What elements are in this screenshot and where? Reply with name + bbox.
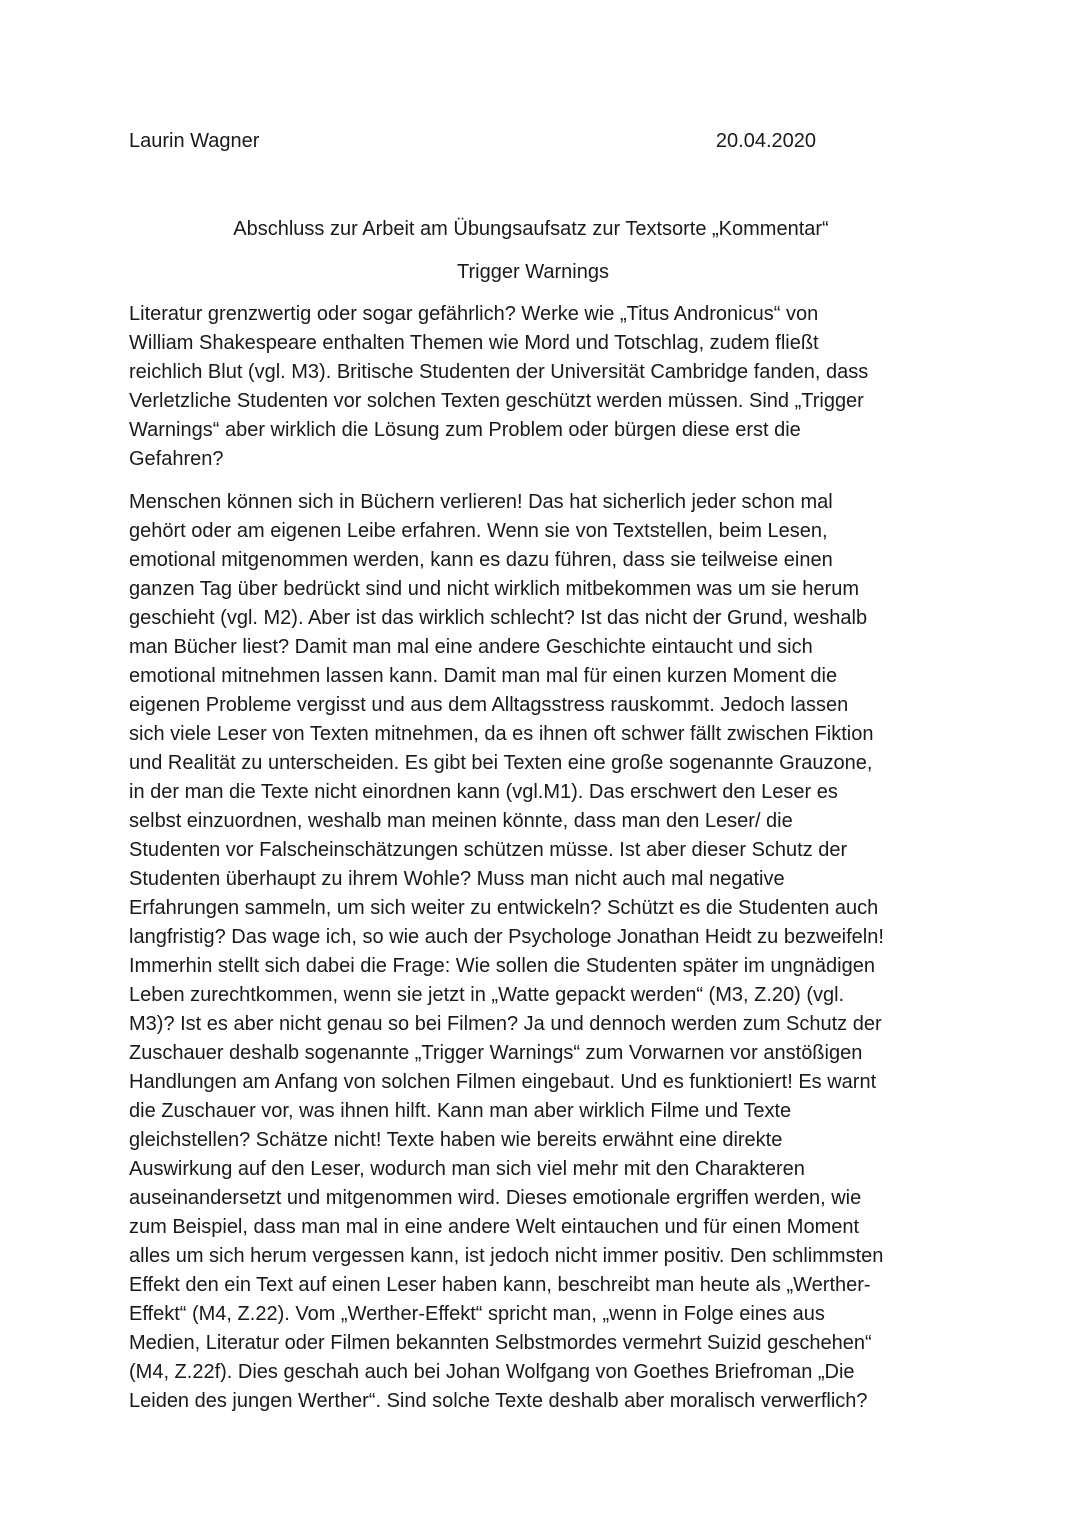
text-line: zum Beispiel, dass man mal in eine andere Welt eintauchen und für einen Moment: [129, 1216, 860, 1238]
paragraph: [129, 300, 959, 474]
text-line: gleichstellen? Schätze nicht! Texte haben wie bereits erwähnt eine direkte: [129, 1129, 783, 1151]
text-line: ganzen Tag über bedrückt sind und nicht wirklich mitbekommen was um sie herum: [129, 578, 859, 600]
text-line: sich viele Leser von Texten mitnehmen, da es ihnen oft schwer fällt zwischen Fiktion: [129, 723, 874, 745]
document-body: [129, 300, 959, 1430]
text-line: emotional mitnehmen lassen kann. Damit man mal für einen kurzen Moment die: [129, 665, 838, 687]
text-line: Leiden des jungen Werther“. Sind solche Texte deshalb aber moralisch verwerflich?: [129, 1390, 868, 1412]
document-date: 20.04.2020: [715, 130, 816, 152]
document-title-row: [0, 216, 1080, 242]
text-line: Erfahrungen sammeln, um sich weiter zu entwickeln? Schützt es die Studenten auch: [129, 897, 879, 919]
text-line: Studenten vor Falscheinschätzungen schützen müsse. Ist aber dieser Schutz der: [129, 839, 848, 861]
text-line: Handlungen am Anfang von solchen Filmen eingebaut. Und es funktioniert! Es warnt: [129, 1071, 877, 1093]
text-line: Warnings“ aber wirklich die Lösung zum Problem oder bürgen diese erst die: [129, 419, 801, 441]
text-line: emotional mitgenommen werden, kann es dazu führen, dass sie teilweise einen: [129, 549, 833, 571]
document-subtitle-row: [0, 259, 1080, 285]
text-line: in der man die Texte nicht einordnen kann (vgl.M1). Das erschwert den Leser es: [129, 781, 838, 803]
text-line: reichlich Blut (vgl. M3). Britische Studenten der Universität Cambridge fanden, dass: [129, 361, 869, 383]
text-line: Zuschauer deshalb sogenannte „Trigger Warnings“ zum Vorwarnen vor anstößigen: [129, 1042, 863, 1064]
text-line: William Shakespeare enthalten Themen wie Mord und Totschlag, zudem fließt: [129, 332, 819, 354]
text-line: Verletzliche Studenten vor solchen Texten geschützt werden müssen. Sind „Trigger: [129, 390, 864, 412]
text-line: Menschen können sich in Büchern verlieren! Das hat sicherlich jeder schon mal: [129, 491, 833, 513]
text-line: Leben zurechtkommen, wenn sie jetzt in „Watte gepackt werden“ (M3, Z.20) (vgl.: [129, 984, 845, 1006]
document-header: [129, 128, 816, 154]
author-name: Laurin Wagner: [129, 130, 260, 152]
text-line: Immerhin stellt sich dabei die Frage: Wie sollen die Studenten später im ungnädigen: [129, 955, 875, 977]
text-line: und Realität zu unterscheiden. Es gibt bei Texten eine große sogenannte Grauzone,: [129, 752, 873, 774]
text-line: eigenen Probleme vergisst und aus dem Alltagsstress rauskommt. Jedoch lassen: [129, 694, 849, 716]
document-subtitle: Trigger Warnings: [457, 261, 609, 283]
text-line: M3)? Ist es aber nicht genau so bei Filmen? Ja und dennoch werden zum Schutz der: [129, 1013, 882, 1035]
text-line: alles um sich herum vergessen kann, ist jedoch nicht immer positiv. Den schlimmsten: [129, 1245, 884, 1267]
text-line: Auswirkung auf den Leser, wodurch man sich viel mehr mit den Charakteren: [129, 1158, 805, 1180]
document-title: Abschluss zur Arbeit am Übungsaufsatz zur Textsorte „Kommentar“: [233, 218, 829, 240]
text-line: Effekt den ein Text auf einen Leser haben kann, beschreibt man heute als „Werther-: [129, 1274, 871, 1296]
text-line: langfristig? Das wage ich, so wie auch der Psychologe Jonathan Heidt zu bezweifeln!: [129, 926, 884, 948]
text-line: gehört oder am eigenen Leibe erfahren. Wenn sie von Textstellen, beim Lesen,: [129, 520, 828, 542]
text-line: auseinandersetzt und mitgenommen wird. Dieses emotionale ergriffen werden, wie: [129, 1187, 862, 1209]
text-line: Literatur grenzwertig oder sogar gefährlich? Werke wie „Titus Andronicus“ von: [129, 303, 819, 325]
paragraph: [129, 488, 959, 1416]
text-line: (M4, Z.22f). Dies geschah auch bei Johan Wolfgang von Goethes Briefroman „Die: [129, 1361, 855, 1383]
text-line: Gefahren?: [129, 448, 224, 470]
text-line: Medien, Literatur oder Filmen bekannten Selbstmordes vermehrt Suizid geschehen“: [129, 1332, 872, 1354]
text-line: Studenten überhaupt zu ihrem Wohle? Muss man nicht auch mal negative: [129, 868, 785, 890]
text-line: selbst einzuordnen, weshalb man meinen könnte, dass man den Leser/ die: [129, 810, 793, 832]
text-line: die Zuschauer vor, was ihnen hilft. Kann man aber wirklich Filme und Texte: [129, 1100, 792, 1122]
text-line: geschieht (vgl. M2). Aber ist das wirklich schlecht? Ist das nicht der Grund, weshalb: [129, 607, 868, 629]
text-line: Effekt“ (M4, Z.22). Vom „Werther-Effekt“ spricht man, „wenn in Folge eines aus: [129, 1303, 825, 1325]
text-line: man Bücher liest? Damit man mal eine andere Geschichte eintaucht und sich: [129, 636, 813, 658]
